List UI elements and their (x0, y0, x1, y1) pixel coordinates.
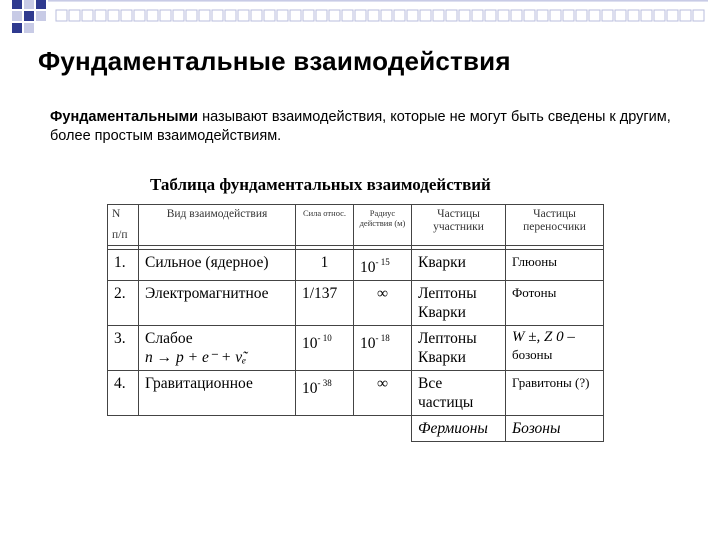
row-strength (296, 326, 354, 371)
row-type-label: Слабое (145, 330, 193, 347)
row-participants: Кварки (412, 250, 506, 281)
row-participants: Лептоны Кварки (412, 281, 506, 326)
row-carriers (506, 326, 604, 371)
slide-title: Фундаментальные взаимодействия (38, 46, 511, 76)
strength-exp: - 38 (317, 378, 332, 388)
row-radius: ∞ (354, 371, 412, 416)
decay-reaction: n → p + e⁻ + ν̃ₑ (145, 349, 247, 366)
definition-text: называют взаимодействия, которые не могут быть сведены к другим, более простым взаимодействиям. (50, 109, 671, 144)
table-row (108, 281, 604, 326)
row-strength (296, 371, 354, 416)
row-strength: 1/137 (296, 281, 354, 326)
row-type: Электромагнитное (139, 281, 296, 326)
row-number: 2. (108, 281, 139, 326)
header-type: Вид взаимодействия (139, 205, 296, 246)
row-strength: 1 (296, 250, 354, 281)
definition-paragraph (50, 108, 690, 146)
header-carriers: Частицы переносчики (506, 205, 604, 246)
row-participants: Все частицы (412, 371, 506, 416)
row-radius (354, 250, 412, 281)
row-carriers: Фотоны (506, 281, 604, 326)
row-radius: ∞ (354, 281, 412, 326)
decorative-squares (0, 0, 720, 40)
header-radius: Радиус действия (м) (354, 205, 412, 246)
header-participants: Частицы участники (412, 205, 506, 246)
header-number (108, 205, 139, 246)
row-number: 1. (108, 250, 139, 281)
table-row (108, 250, 604, 281)
table-footer-row (108, 416, 604, 442)
footer-fermions: Фермионы (412, 416, 506, 442)
interactions-table (107, 204, 604, 442)
radius-base: 10 (360, 335, 376, 352)
row-type: Гравитационное (139, 371, 296, 416)
row-carriers: Глюоны (506, 250, 604, 281)
radius-exp: - 15 (375, 257, 390, 267)
table-header-row (108, 205, 604, 246)
table-row (108, 371, 604, 416)
header-pp: п/п (112, 229, 128, 241)
radius-exp: - 18 (375, 333, 390, 343)
row-number: 3. (108, 326, 139, 371)
row-type: Сильное (ядерное) (139, 250, 296, 281)
strength-base: 10 (302, 335, 318, 352)
radius-base: 10 (360, 259, 376, 276)
row-radius (354, 326, 412, 371)
header-n: N (112, 208, 121, 220)
row-carriers: Гравитоны (?) (506, 371, 604, 416)
header-strength: Сила относ. (296, 205, 354, 246)
row-type (139, 326, 296, 371)
table-title: Таблица фундаментальных взаимодействий (150, 175, 491, 194)
footer-bosons: Бозоны (506, 416, 604, 442)
carrier-label: бозоны (512, 347, 553, 362)
definition-term: Фундаментальными (50, 109, 199, 125)
table-row (108, 326, 604, 371)
strength-base: 10 (302, 380, 318, 397)
row-number: 4. (108, 371, 139, 416)
strength-exp: - 10 (317, 333, 332, 343)
carrier-symbols: W ±, Z 0 – (512, 329, 575, 345)
row-participants: Лептоны Кварки (412, 326, 506, 371)
